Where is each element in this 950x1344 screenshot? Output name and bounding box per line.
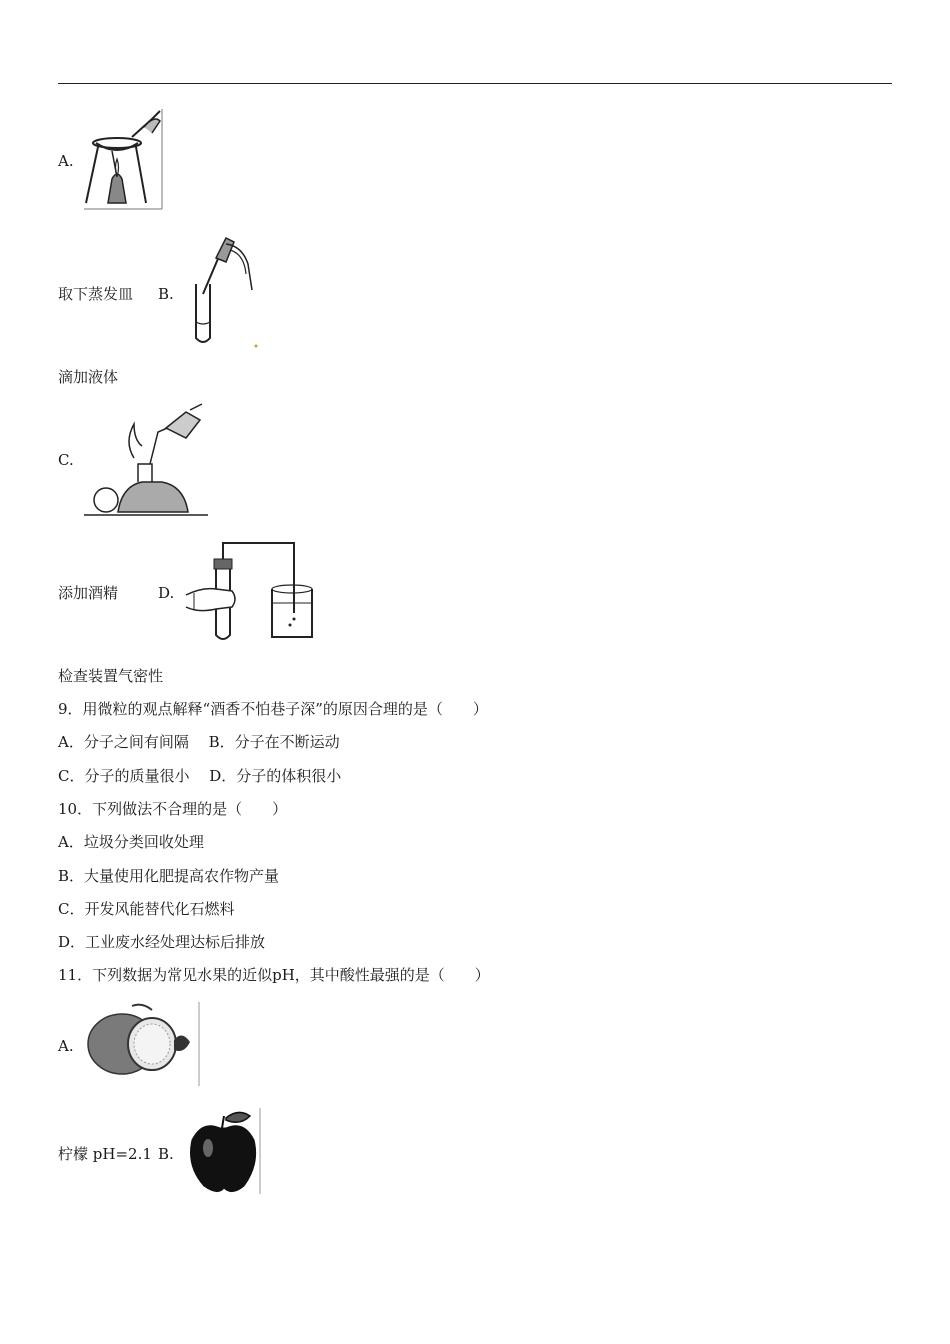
dropper-test-tube-image	[186, 234, 260, 350]
q8-option-c-letter: C.	[58, 451, 74, 469]
apple-image	[184, 1106, 264, 1196]
q11-option-a-letter: A.	[58, 1037, 74, 1055]
q10-option-a: A．垃圾分类回收处理	[58, 833, 204, 851]
q10-stem: 10．下列做法不合理的是（ ）	[58, 800, 288, 818]
q10-option-b: B．大量使用化肥提高农作物产量	[58, 867, 280, 885]
q8-option-b-letter: B.	[158, 285, 174, 303]
q9-options-ab: A．分子之间有间隔 B．分子在不断运动	[58, 733, 340, 751]
q10-option-d: D．工业废水经处理达标后排放	[58, 933, 266, 951]
lemon-image	[82, 1000, 202, 1088]
q8-option-a-caption: 取下蒸发皿	[58, 285, 134, 303]
q8-option-d-letter: D.	[158, 584, 175, 602]
alcohol-lamp-image	[82, 402, 210, 518]
q8-option-b-caption: 滴加液体	[58, 368, 119, 386]
q11-option-b-letter: B.	[158, 1145, 174, 1163]
q9-options-cd: C．分子的质量很小 D．分子的体积很小	[58, 767, 342, 785]
q10-option-c: C．开发风能替代化石燃料	[58, 900, 235, 918]
airtightness-check-image	[182, 537, 330, 645]
evaporating-dish-image	[82, 107, 164, 211]
q11-option-a-caption: 柠檬 pH=2.1	[58, 1145, 152, 1163]
q11-stem: 11．下列数据为常见水果的近似pH，其中酸性最强的是（ ）	[58, 966, 490, 984]
q8-option-a-letter: A.	[58, 152, 74, 170]
q9-stem: 9．用微粒的观点解释“酒香不怕巷子深”的原因合理的是（ ）	[58, 700, 488, 718]
q8-option-c-caption: 添加酒精	[58, 584, 119, 602]
q8-option-d-caption: 检查装置气密性	[58, 667, 164, 685]
header-rule	[58, 83, 892, 84]
